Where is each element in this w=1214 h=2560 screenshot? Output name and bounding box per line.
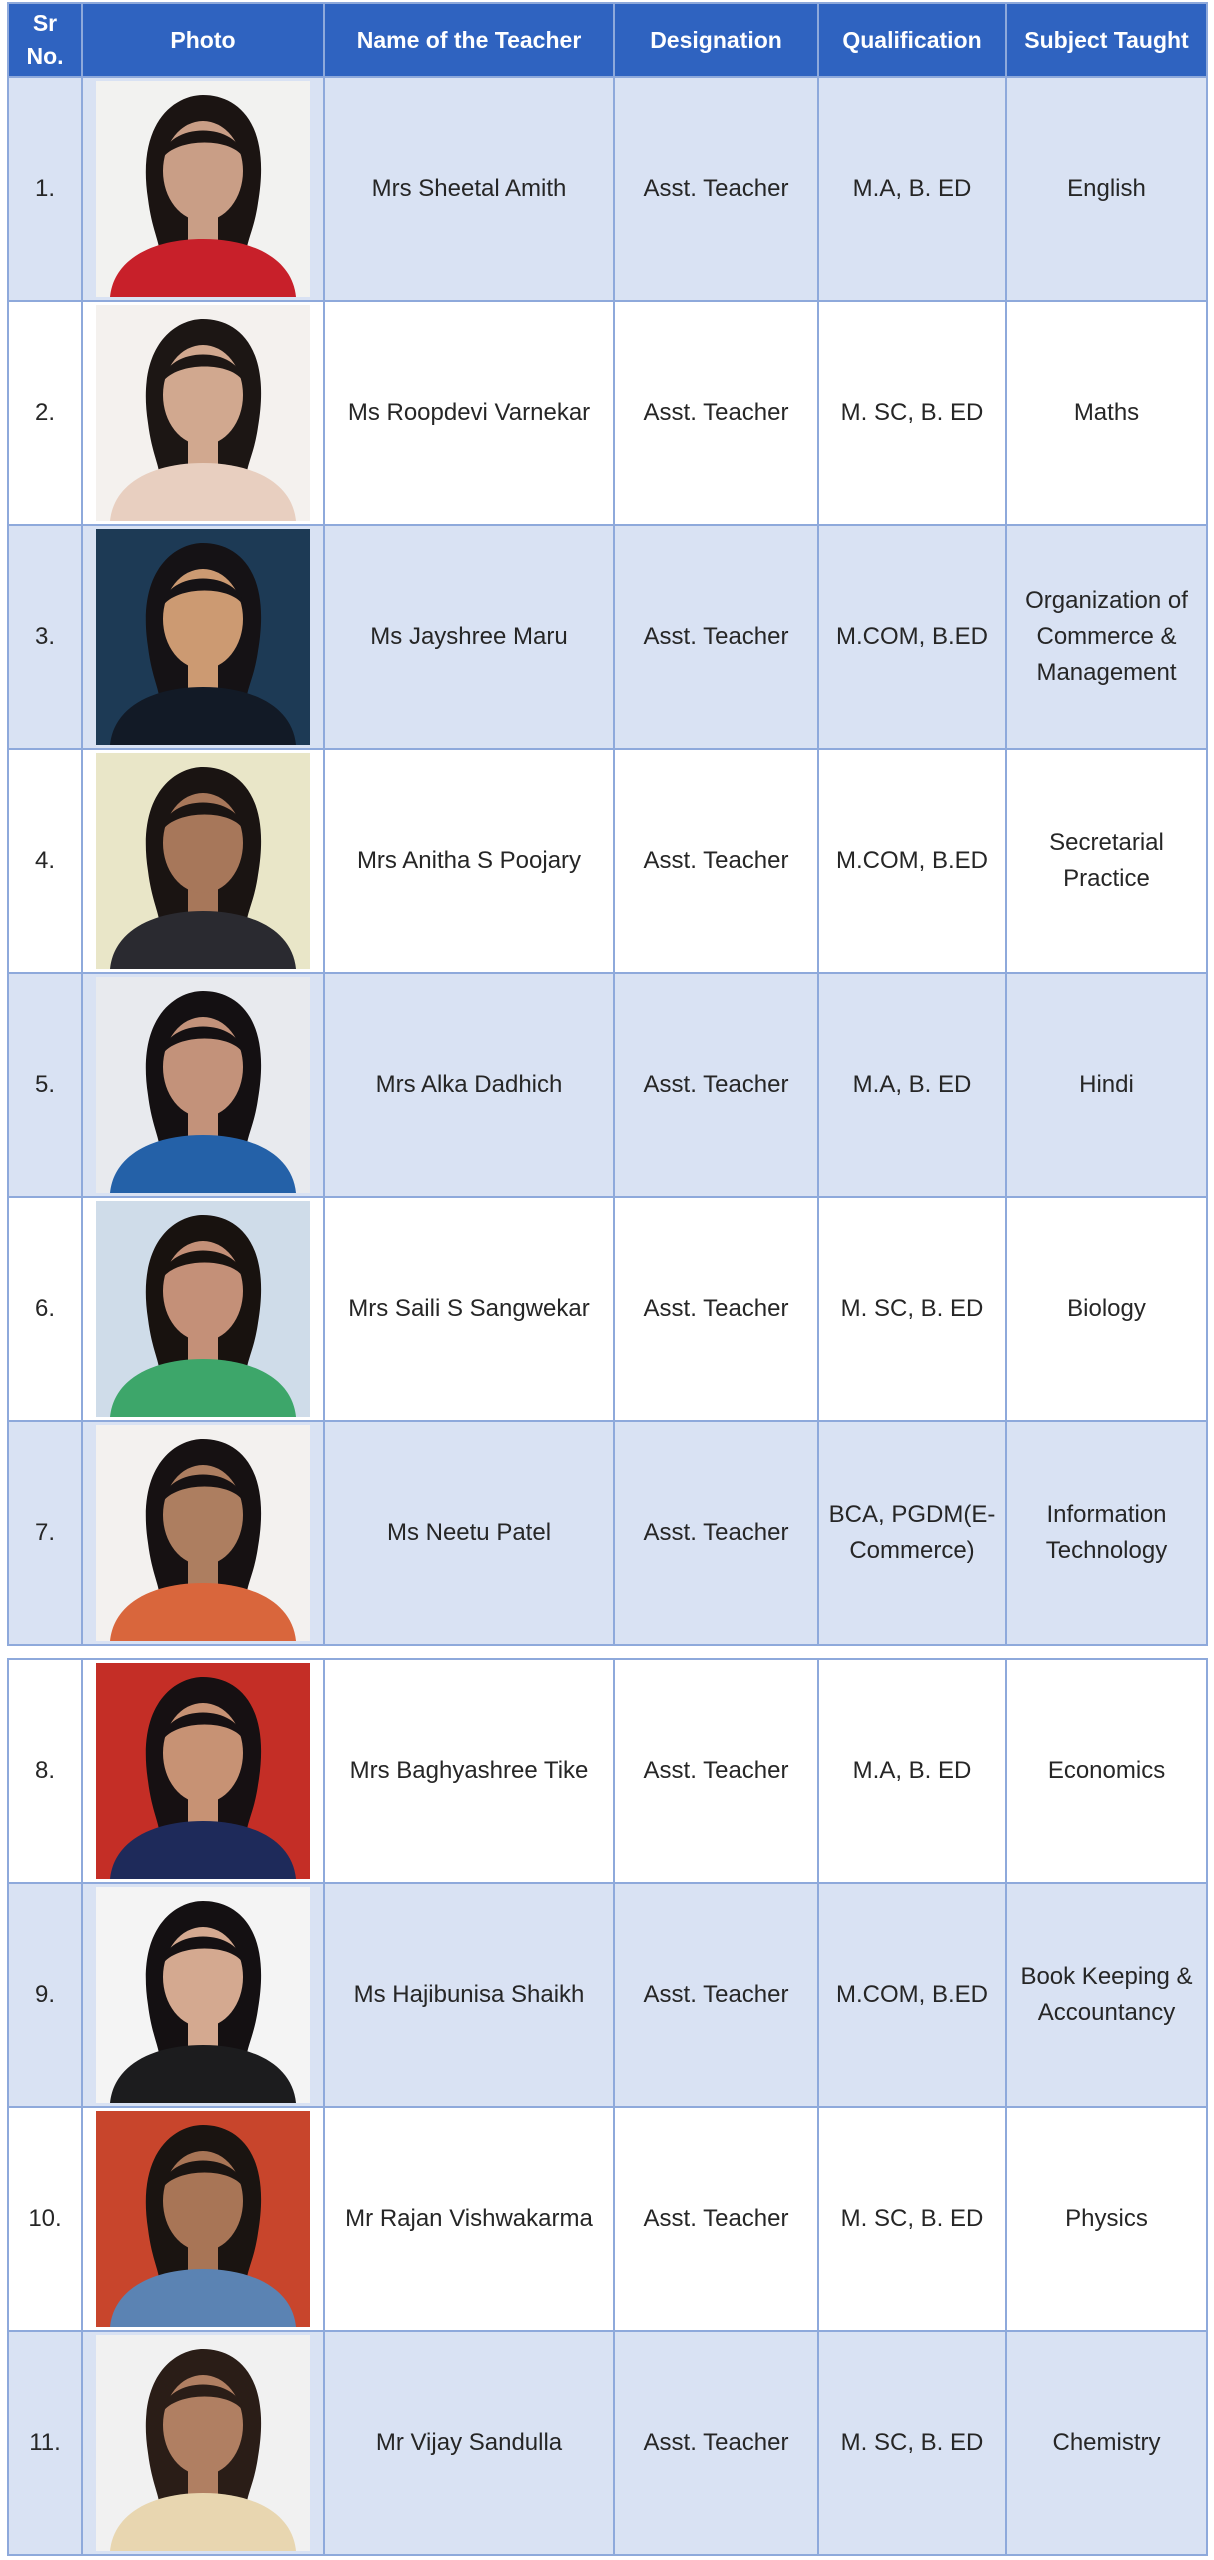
cell-qualification: M.COM, B.ED (818, 525, 1006, 749)
cell-photo (82, 973, 324, 1197)
cell-designation: Asst. Teacher (614, 1421, 818, 1645)
cell-qualification: M. SC, B. ED (818, 2107, 1006, 2331)
portrait-icon (96, 1201, 310, 1417)
cell-photo (82, 301, 324, 525)
teacher-photo (96, 1663, 310, 1879)
cell-qualification: M. SC, B. ED (818, 1197, 1006, 1421)
table-row (8, 1421, 1207, 1645)
cell-subject: Physics (1006, 2107, 1207, 2331)
cell-photo (82, 1883, 324, 2107)
cell-teacher-name: Mrs Saili S Sangwekar (324, 1197, 614, 1421)
cell-photo (82, 77, 324, 301)
header-subject: Subject Taught (1006, 3, 1207, 77)
teacher-photo (96, 305, 310, 521)
cell-photo (82, 1421, 324, 1645)
table-row (8, 301, 1207, 525)
header-sr-no: Sr No. (8, 3, 82, 77)
table-header-row (8, 3, 1207, 77)
cell-qualification: M.COM, B.ED (818, 749, 1006, 973)
cell-subject: Book Keeping & Accountancy (1006, 1883, 1207, 2107)
cell-photo (82, 2331, 324, 2555)
cell-designation: Asst. Teacher (614, 2331, 818, 2555)
cell-sr-no: 8. (8, 1659, 82, 1883)
cell-subject: Chemistry (1006, 2331, 1207, 2555)
cell-sr-no: 3. (8, 525, 82, 749)
cell-designation: Asst. Teacher (614, 1197, 818, 1421)
cell-teacher-name: Ms Neetu Patel (324, 1421, 614, 1645)
header-designation: Designation (614, 3, 818, 77)
cell-sr-no: 11. (8, 2331, 82, 2555)
cell-designation: Asst. Teacher (614, 1659, 818, 1883)
table-row (8, 1659, 1207, 1883)
header-qualification: Qualification (818, 3, 1006, 77)
cell-qualification: M.A, B. ED (818, 973, 1006, 1197)
cell-teacher-name: Mr Vijay Sandulla (324, 2331, 614, 2555)
teacher-photo (96, 1425, 310, 1641)
cell-subject: Hindi (1006, 973, 1207, 1197)
portrait-icon (96, 529, 310, 745)
teacher-photo (96, 753, 310, 969)
portrait-icon (96, 1887, 310, 2103)
cell-teacher-name: Mrs Baghyashree Tike (324, 1659, 614, 1883)
cell-sr-no: 9. (8, 1883, 82, 2107)
cell-teacher-name: Mrs Alka Dadhich (324, 973, 614, 1197)
portrait-icon (96, 977, 310, 1193)
cell-subject: Organization of Commerce & Management (1006, 525, 1207, 749)
cell-designation: Asst. Teacher (614, 525, 818, 749)
cell-qualification: M.A, B. ED (818, 1659, 1006, 1883)
teacher-photo (96, 2111, 310, 2327)
cell-subject: English (1006, 77, 1207, 301)
cell-sr-no: 4. (8, 749, 82, 973)
portrait-icon (96, 2335, 310, 2551)
teacher-photo (96, 977, 310, 1193)
cell-teacher-name: Ms Jayshree Maru (324, 525, 614, 749)
cell-sr-no: 7. (8, 1421, 82, 1645)
cell-qualification: M. SC, B. ED (818, 2331, 1006, 2555)
cell-qualification: M.COM, B.ED (818, 1883, 1006, 2107)
table-row (8, 2107, 1207, 2331)
cell-designation: Asst. Teacher (614, 77, 818, 301)
table-row (8, 1197, 1207, 1421)
teacher-photo (96, 1887, 310, 2103)
portrait-icon (96, 81, 310, 297)
teacher-photo (96, 529, 310, 745)
teachers-table (7, 2, 1208, 1646)
portrait-icon (96, 1425, 310, 1641)
cell-sr-no: 6. (8, 1197, 82, 1421)
cell-subject: Economics (1006, 1659, 1207, 1883)
cell-teacher-name: Ms Roopdevi Varnekar (324, 301, 614, 525)
cell-photo (82, 525, 324, 749)
cell-photo (82, 749, 324, 973)
portrait-icon (96, 2111, 310, 2327)
cell-designation: Asst. Teacher (614, 749, 818, 973)
cell-sr-no: 1. (8, 77, 82, 301)
table-row (8, 749, 1207, 973)
cell-qualification: M.A, B. ED (818, 77, 1006, 301)
cell-subject: Secretarial Practice (1006, 749, 1207, 973)
cell-sr-no: 5. (8, 973, 82, 1197)
cell-qualification: M. SC, B. ED (818, 301, 1006, 525)
table-body (8, 77, 1207, 1645)
cell-photo (82, 1197, 324, 1421)
teacher-photo (96, 1201, 310, 1417)
table-row (8, 77, 1207, 301)
cell-teacher-name: Mr Rajan Vishwakarma (324, 2107, 614, 2331)
table-row (8, 973, 1207, 1197)
cell-subject: Biology (1006, 1197, 1207, 1421)
cell-photo (82, 1659, 324, 1883)
teacher-photo (96, 2335, 310, 2551)
cell-designation: Asst. Teacher (614, 1883, 818, 2107)
table-row (8, 1883, 1207, 2107)
cell-sr-no: 10. (8, 2107, 82, 2331)
teachers-table-continued (7, 1658, 1208, 2556)
cell-designation: Asst. Teacher (614, 973, 818, 1197)
cell-subject: Information Technology (1006, 1421, 1207, 1645)
portrait-icon (96, 753, 310, 969)
cell-qualification: BCA, PGDM(E-Commerce) (818, 1421, 1006, 1645)
portrait-icon (96, 305, 310, 521)
teacher-photo (96, 81, 310, 297)
portrait-icon (96, 1663, 310, 1879)
cell-subject: Maths (1006, 301, 1207, 525)
cell-teacher-name: Mrs Anitha S Poojary (324, 749, 614, 973)
cell-sr-no: 2. (8, 301, 82, 525)
cell-photo (82, 2107, 324, 2331)
cell-teacher-name: Mrs Sheetal Amith (324, 77, 614, 301)
table-body (8, 1659, 1207, 2555)
cell-designation: Asst. Teacher (614, 301, 818, 525)
header-photo: Photo (82, 3, 324, 77)
cell-teacher-name: Ms Hajibunisa Shaikh (324, 1883, 614, 2107)
cell-designation: Asst. Teacher (614, 2107, 818, 2331)
header-name: Name of the Teacher (324, 3, 614, 77)
table-row (8, 525, 1207, 749)
table-row (8, 2331, 1207, 2555)
